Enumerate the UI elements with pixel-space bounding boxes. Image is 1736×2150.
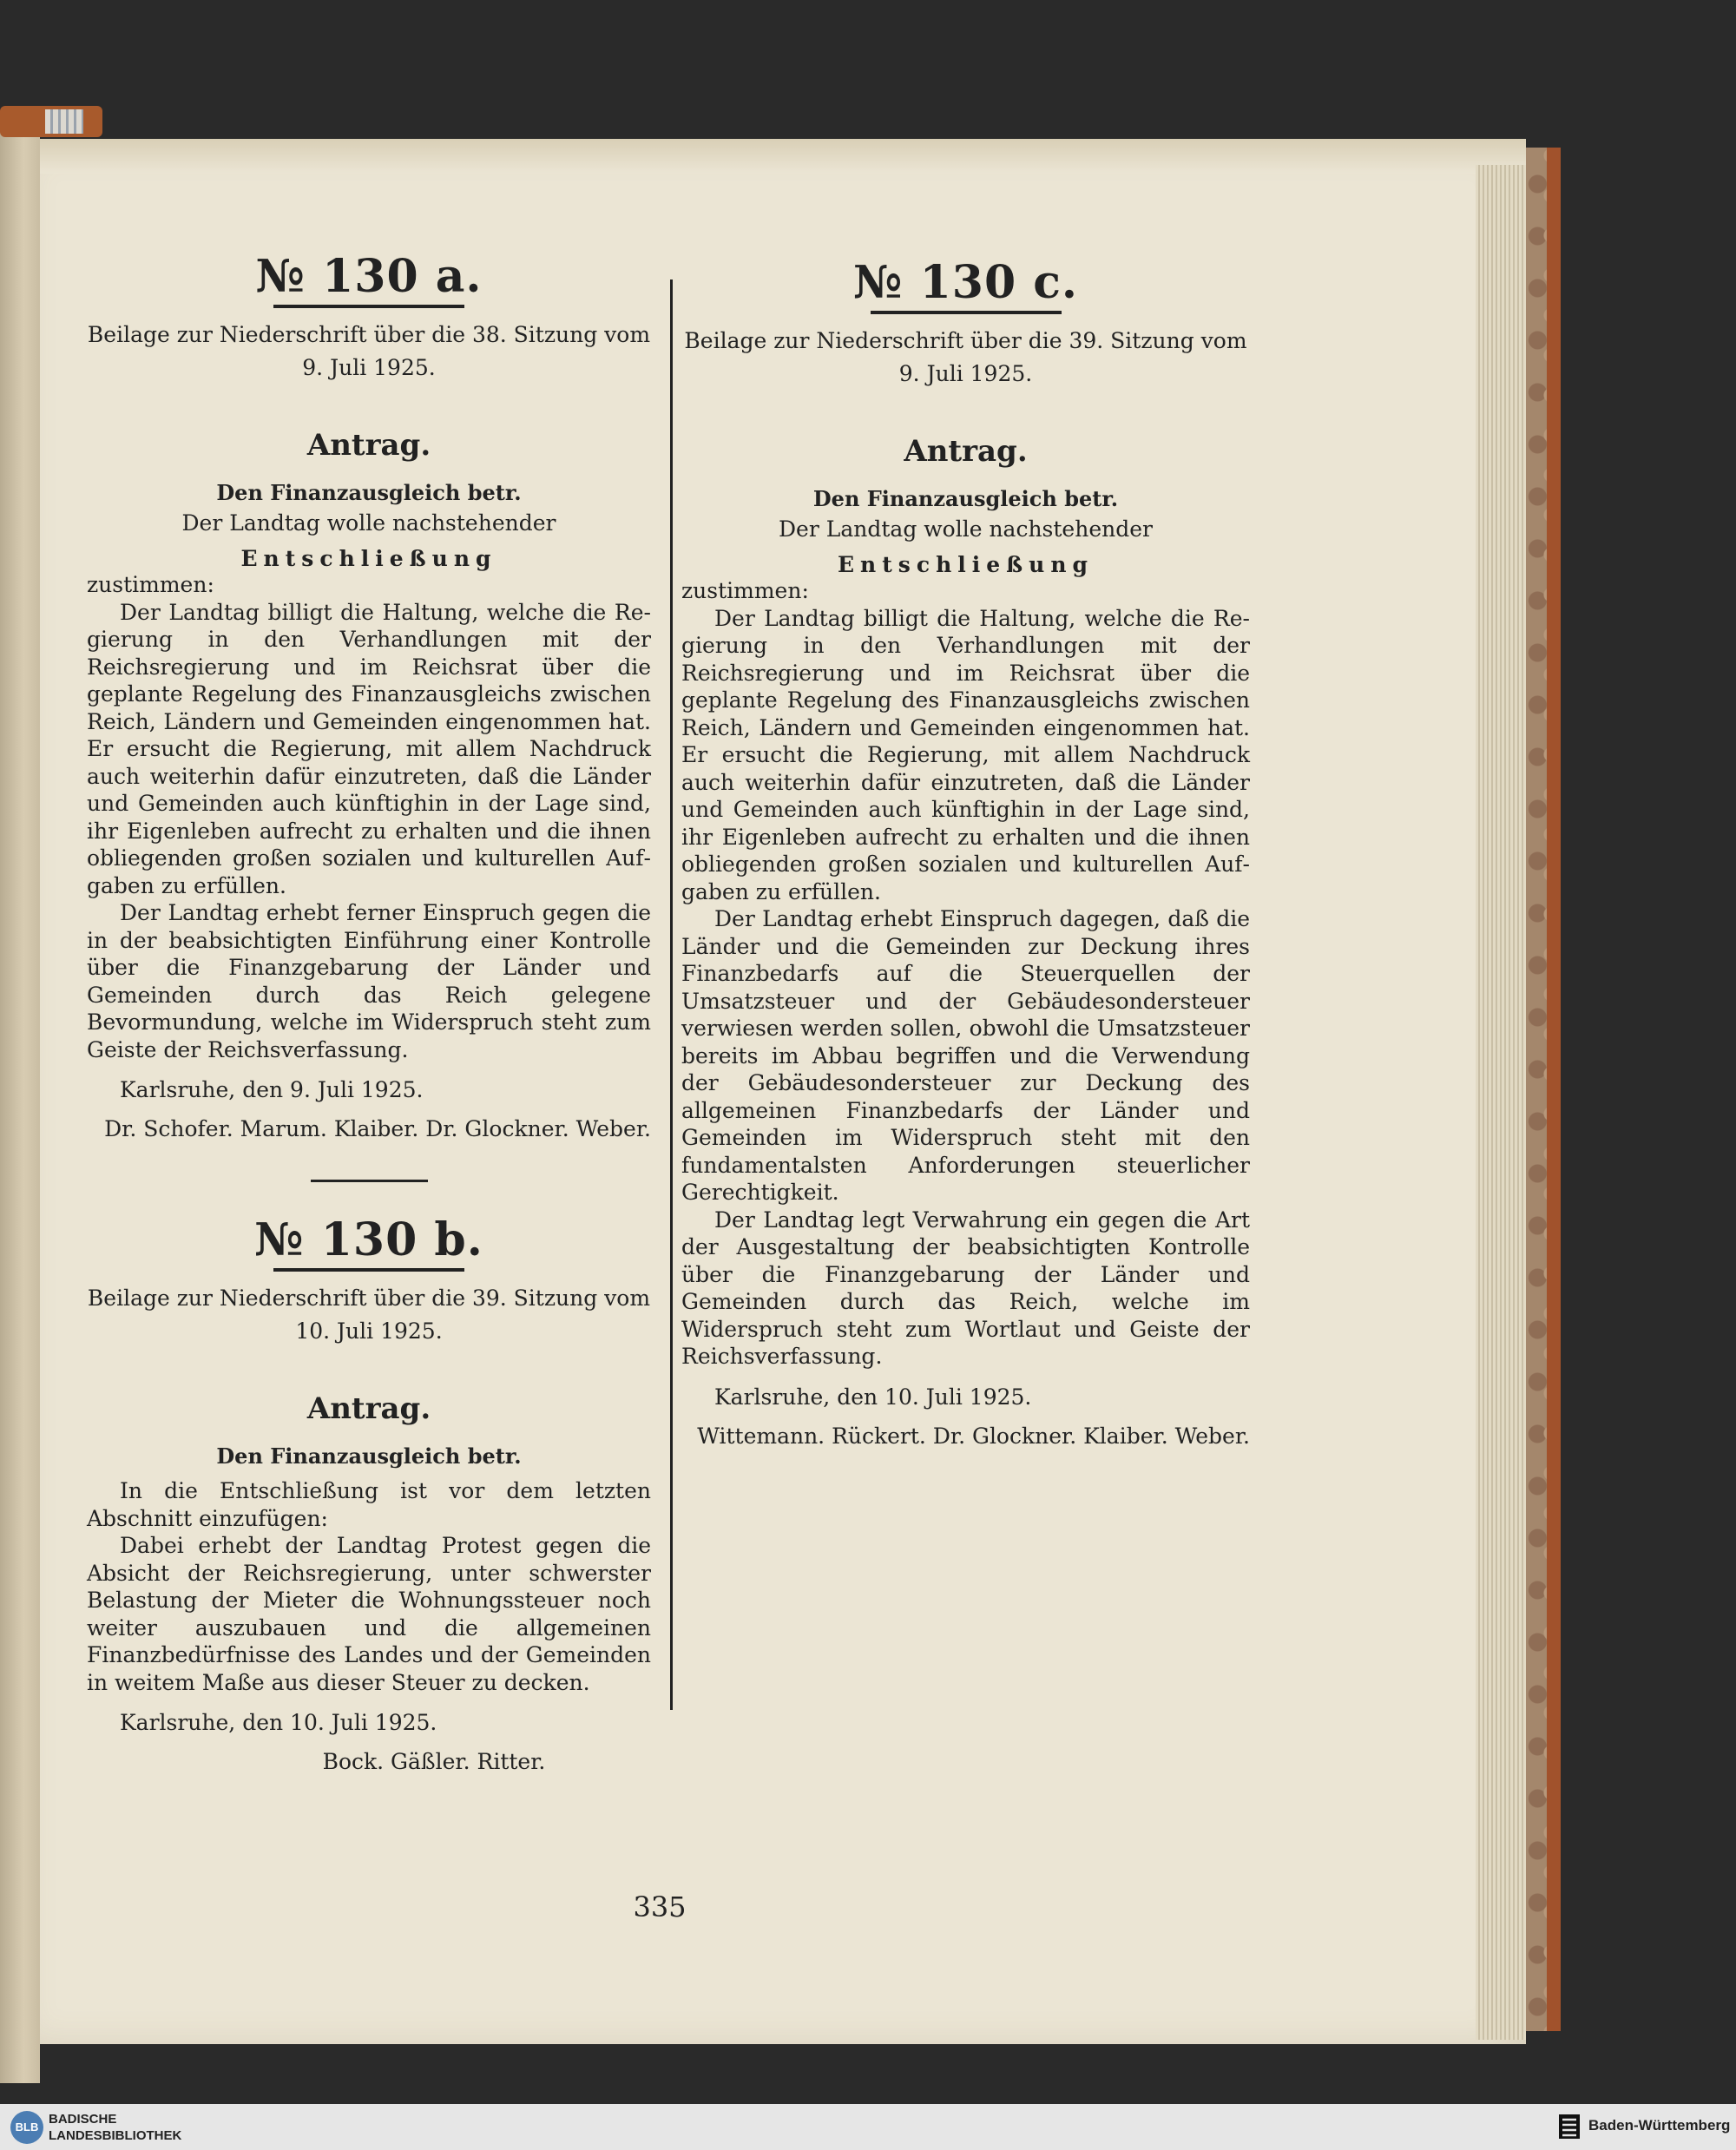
library-name[interactable]: BADISCHE LANDESBIBLIOTHEK bbox=[49, 2112, 182, 2143]
left-column bbox=[87, 250, 651, 1774]
document-130b bbox=[87, 1213, 651, 1774]
beilage-line: Beilage zur Niederschrift über die 39. Sitzung vom 9. Juli 1925. bbox=[684, 328, 1247, 386]
intro-line: Der Landtag wolle nachstehender bbox=[779, 516, 1153, 542]
document-130c bbox=[681, 256, 1250, 1449]
beilage-line: Beilage zur Niederschrift über die 39. Sitzung vom 10. Juli 1925. bbox=[87, 1285, 651, 1344]
antrag-heading: Antrag. bbox=[904, 434, 1028, 469]
document-130a bbox=[87, 250, 651, 1141]
state-name[interactable]: Baden-Württemberg bbox=[1588, 2117, 1731, 2134]
beilage-line: Beilage zur Niederschrift über die 38. Sitzung vom 9. Juli 1925. bbox=[87, 322, 651, 380]
paragraph: Der Landtag legt Verwahrung ein gegen die Art der Ausgestaltung der beabsichtigten Kontrolle über die Finanzgebarung der Länder und Gemeinden durch das Reich, welche im Widerspruch steht zum Wortlaut und Geiste der Reichsverfassung. bbox=[681, 1206, 1250, 1369]
section-divider bbox=[311, 1180, 428, 1182]
page-stack-edges bbox=[1476, 165, 1526, 2040]
right-column bbox=[681, 256, 1250, 1449]
paragraph: Der Landtag billigt die Haltung, welche die Regierung in den Verhandlungen mit der Reichsregierung und im Reichsrat über die geplante Regelung des Finanzausgleichs zwischen Reich, Ländern und Gemeinden eingenommen hat. Er ersucht die Regierung, mit allem Nachdruck auch weiterhin dafür einzutreten, daß die Länder und Gemeinden auch künftighin in der Lage sind, ihr Eigenleben aufrecht zu erhalten und die ihnen obliegenden großen sozialen und kulturellen Aufgaben zu erfüllen. bbox=[87, 599, 651, 898]
number-underline bbox=[273, 305, 464, 308]
place-date: Karlsruhe, den 10. Juli 1925. bbox=[714, 1384, 1032, 1410]
subject-line: Den Finanzausgleich betr. bbox=[216, 480, 522, 505]
page-number: 335 bbox=[633, 1890, 687, 1923]
antrag-heading: Antrag. bbox=[306, 428, 431, 463]
cover-spine-edge bbox=[1547, 148, 1561, 2031]
place-date: Karlsruhe, den 10. Juli 1925. bbox=[120, 1710, 437, 1735]
page-top-shadow bbox=[40, 139, 1526, 174]
paragraph: Dabei erhebt der Landtag Protest gegen die Absicht der Reichsregierung, unter schwerster Belastung der Mieter die Wohnungssteuer noch weiter auszubauen und die allgemeinen Finanzbedürfnisse des Landes und der Gemeinden in weitem Maße aus dieser Steuer zu decken. bbox=[87, 1533, 651, 1695]
signatories: Dr. Schofer. Marum. Klaiber. Dr. Glockner. Weber. bbox=[104, 1116, 651, 1141]
paragraph: Der Landtag billigt die Haltung, welche die Regierung in den Verhandlungen mit der Reichsregierung und im Reichsrat über die geplante Regelung des Finanzausgleichs zwischen Reich, Ländern und Gemeinden eingenommen hat. Er ersucht die Regierung, mit allem Nachdruck auch weiterhin dafür einzutreten, daß die Länder und Gemeinden auch künftighin in der Lage sind, ihr Eigenleben aufrecht zu erhalten und die ihnen obliegenden großen sozialen und kulturellen Aufgaben zu erfüllen. bbox=[681, 605, 1250, 904]
subject-line: Den Finanzausgleich betr. bbox=[216, 1443, 522, 1469]
paragraph: In die Entschließung ist vor dem letzten Abschnitt einzufügen: bbox=[87, 1478, 651, 1531]
subject-line: Den Finanzausgleich betr. bbox=[812, 486, 1119, 511]
facing-page-edge bbox=[0, 130, 40, 2083]
bookmark-ribbon bbox=[0, 106, 102, 137]
paragraph: Der Landtag erhebt ferner Einspruch gegen die in der beabsichtigten Einführung einer Kontrolle über die Finanzgebarung der Länder und Gemeinden durch das Reich gelegene Bevormundung, welche im Widerspruch steht zum Geiste der Reichsverfassung. bbox=[87, 900, 651, 1062]
document-number: № 130 a. bbox=[255, 250, 483, 303]
consent-line: zustimmen: bbox=[681, 578, 809, 603]
place-date: Karlsruhe, den 9. Juli 1925. bbox=[120, 1077, 424, 1102]
intro-line: Der Landtag wolle nachstehender bbox=[181, 510, 556, 536]
signatories: Wittemann. Rückert. Dr. Glockner. Klaiber. Weber. bbox=[697, 1423, 1250, 1449]
viewer-footer bbox=[0, 2104, 1736, 2150]
document-number: № 130 c. bbox=[852, 256, 1079, 309]
paragraph: Der Landtag erhebt Einspruch dagegen, daß die Länder und die Gemeinden zur Deckung ihres Finanzbedarfs auf die Steuerquellen der Umsatzsteuer und der Gebäudesondersteuer verwiesen werden sollen, obwohl die Umsatzsteuer bereits im Abbau begriffen und die Verwendung der Gebäudesondersteuer zur Deckung des allgemeinen Finanzbedarfs der Länder und Gemeinden im Widerspruch steht mit den fundamentalsten Anforderungen steuerlicher Gerechtigkeit. bbox=[681, 906, 1250, 1205]
number-underline bbox=[871, 311, 1062, 314]
column-divider bbox=[670, 279, 673, 1710]
consent-line: zustimmen: bbox=[87, 572, 214, 597]
resolution-label: Entschließung bbox=[838, 552, 1094, 577]
antrag-heading: Antrag. bbox=[306, 1391, 431, 1426]
blb-logo-icon[interactable]: BLB bbox=[10, 2111, 43, 2144]
number-underline bbox=[273, 1268, 464, 1272]
signatories: Bock. Gäßler. Ritter. bbox=[322, 1749, 546, 1774]
document-number: № 130 b. bbox=[254, 1213, 483, 1266]
baden-wuerttemberg-coat-of-arms-icon[interactable] bbox=[1557, 2113, 1581, 2140]
resolution-label: Entschließung bbox=[240, 546, 497, 571]
